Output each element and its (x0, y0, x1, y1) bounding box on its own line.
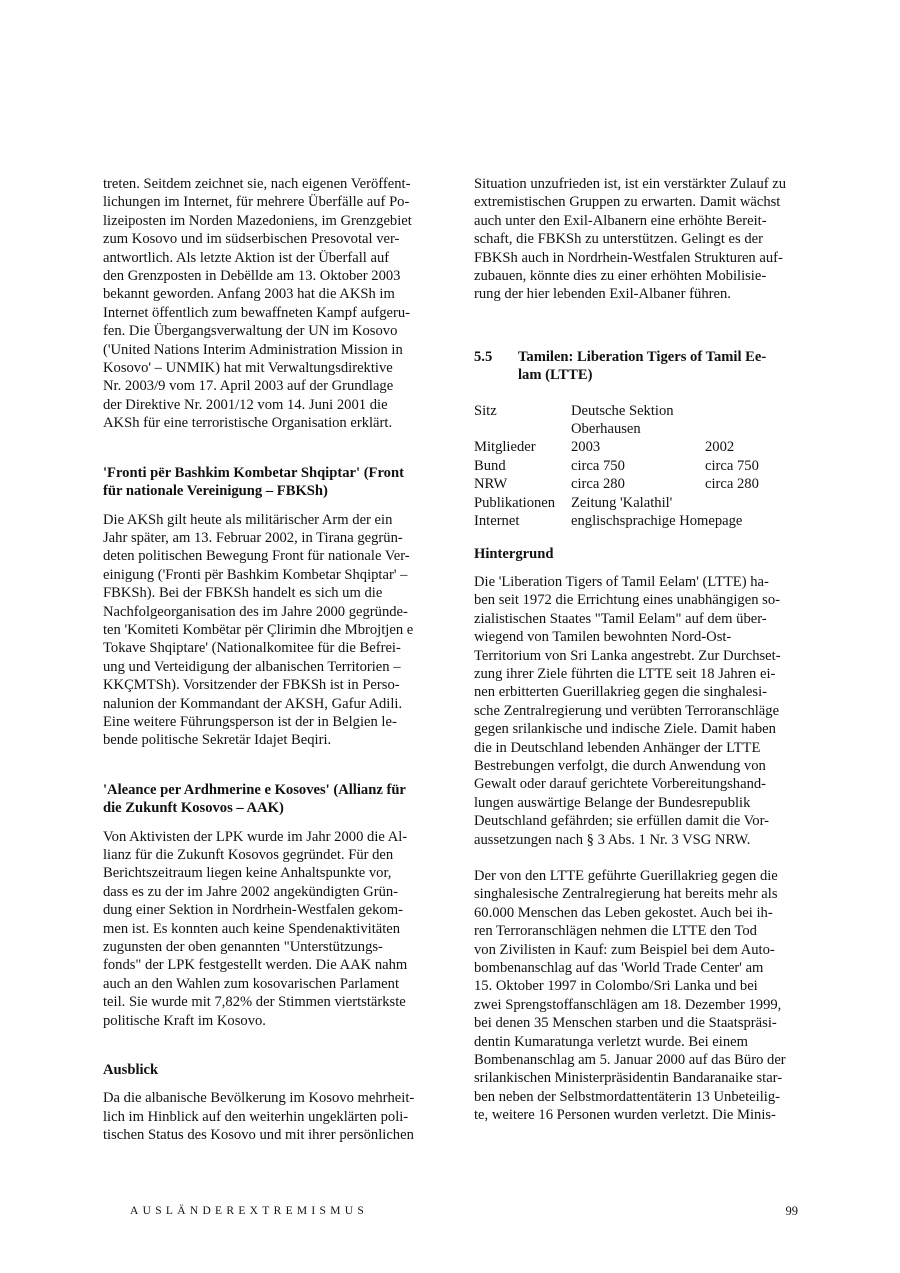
page-footer (130, 1202, 798, 1220)
heading-fbksh: 'Fronti për Bashkim Kombetar Shqiptar' (Front für nationale Vereinigung – FBKSh) (103, 464, 404, 500)
table-row: Bund circa 750 circa 750 (474, 457, 759, 474)
paragraph-hintergrund: Die 'Liberation Tigers of Tamil Eelam' (LTTE) ha- ben seit 1972 die Errichtung eines unabhängigen so- zialistischen Staates "Tamil Eelam" auf dem über- wiegend von Tamilen bewohnten Nord-Ost- Territorium von Sri Lanka angestrebt. Zur Durchset- zung ihrer Ziele führten die LTTE seit 18 Jahren ei- nen erbitterten Guerillakrieg gegen die singhalesi- sche Zentralregierung und verübten Terroranschläge gegen srilankische und indische Ziele. Damit haben die in Deutschland lebenden Anhänger der LTTE Bestrebungen verfolgt, die durch Anwendung von Gewalt oder darauf gerichtete Vorbereitungshand- lungen auswärtige Belange der Bundesrepublik Deutschland gefährden; sie erfüllen damit die Vor- aussetzungen nach § 3 Abs. 1 Nr. 3 VSG NRW. (474, 573, 781, 848)
paragraph-aak: Von Aktivisten der LPK wurde im Jahr 2000 die Al- lianz für die Zukunft Kosovos gegründet. Für den Berichtszeitraum liegen keine Anhaltspunkte vor, dass es zu der im Jahre 2002 angekündigten Grün- dung einer Sektion in Nordrhein-Westfalen gekom- men ist. Es konnten auch keine Spendenaktivitäten zugunsten der oben genannten "Unterstützungs- fonds" der LPK festgestellt werden. Die AAK nahm auch an den Wahlen zum kosovarischen Parlament teil. Sie wurde mit 7,82% der Stimmen viertstärkste politische Kraft im Kosovo. (103, 828, 408, 1029)
paragraph-ausblick: Da die albanische Bevölkerung im Kosovo mehrheit- lich im Hinblick auf den weiterhin ungeklärten poli- tischen Status des Kosovo und mit ihrer persönlichen (103, 1090, 415, 1144)
section-number: 5.5 (474, 348, 493, 365)
page-number: 99 (785, 1204, 798, 1218)
table-row: Oberhausen (571, 421, 641, 438)
table-row: Mitglieder 2003 2002 (474, 439, 735, 456)
paragraph-aksh-intro: treten. Seitdem zeichnet sie, nach eigenen Veröffent- lichungen im Internet, für mehrere Überfälle auf Po- lizeiposten im Norden Mazedoniens, im Grenzgebiet zum Kosovo und im südserbischen Presovotal ver- antwortlich. Als letzte Aktion ist der Überfall auf den Grenzposten in Debëllde am 13. Oktober 2003 bekannt geworden. Anfang 2003 hat die AKSh im Internet öffentlich zum bewaffneten Kampf aufgeru- fen. Die Übergangsverwaltung der UN im Kosovo ('United Nations Interim Administration Mission in Kosovo' – UNMIK) hat mit Verwaltungsdirektive Nr. 2003/9 vom 17. April 2003 auf der Grundlage der Direktive Nr. 2001/12 vom 14. Juni 2001 die AKSh für eine terroristische Organisation erklärt. (103, 176, 412, 432)
table-row: Sitz Deutsche Sektion (474, 402, 674, 419)
heading-hintergrund: Hintergrund (474, 545, 554, 562)
section-title: Tamilen: Liberation Tigers of Tamil Ee- lam (LTTE) (518, 348, 767, 384)
right-column (474, 175, 798, 1125)
heading-aak: 'Aleance per Ardhmerine e Kosoves' (Allianz für die Zukunft Kosovos – AAK) (103, 781, 406, 817)
left-column (103, 175, 425, 1145)
paragraph-fbksh: Die AKSh gilt heute als militärischer Arm der ein Jahr später, am 13. Februar 2002, in Tirana gegrün- deten politischen Bewegung Front für nationale Ver- einigung ('Fronti për Bashkim Kombetar Shqiptar' – FBKSh). Bei der FBKSh handelt es sich um die Nachfolgeorganisation des im Jahre 2000 gegründe- ten 'Komiteti Kombëtar për Çlirimin dhe Mbrojtjen e Tokave Shqiptare' (Nationalkomitee für die Befrei- ung und Verteidigung der albanischen Territorien – KKÇMTSh). Vorsitzender der FBKSh ist in Perso- nalunion der Kommandant der AKSH, Gafur Adili. Eine weitere Führungsperson ist der in Belgien le- bende politische Sekretär Idajet Beqiri. (103, 511, 414, 749)
section-heading-ltte (474, 348, 798, 385)
table-row: Internet englischsprachige Homepage (474, 513, 743, 530)
table-row: NRW circa 280 circa 280 (474, 476, 759, 493)
ltte-info-table (474, 402, 798, 531)
paragraph-albanian-outlook: Situation unzufrieden ist, ist ein verstärkter Zulauf zu extremistischen Gruppen zu erwarten. Damit wächst auch unter den Exil-Albanern eine erhöhte Bereit- schaft, die FBKSh zu unterstützen. Gelingt es der FBKSh auch in Nordrhein-Westfalen Strukturen auf- zubauen, könnte dies zu einer erhöhten Mobilisie- rung der hier lebenden Exil-Albaner führen. (474, 176, 787, 303)
heading-ausblick: Ausblick (103, 1062, 159, 1079)
table-row: Publikationen Zeitung 'Kalathil' (474, 494, 673, 511)
paragraph-guerillakrieg: Der von den LTTE geführte Guerillakrieg gegen die singhalesische Zentralregierung hat bereits mehr als 60.000 Menschen das Leben gekostet. Auch bei ih- ren Terroranschlägen nehmen die LTTE den Tod von Zivilisten in Kauf: zum Beispiel bei dem Auto- bombenanschlag auf das 'World Trade Center' am 15. Oktober 1997 in Colombo/Sri Lanka und bei zwei Sprengstoffanschlägen am 18. Dezember 1999, bei denen 35 Menschen starben und die Staatspräsi- dentin Kumaratunga verletzt wurde. Bei einem Bombenanschlag am 5. Januar 2000 auf das Büro der srilankischen Ministerpräsidentin Bandaranaike star- ben neben der Selbstmordattentäterin 13 Unbeteilig- te, weitere 16 Personen wurden verletzt. Die Minis- (474, 868, 786, 1124)
running-head: AUSLÄNDEREXTREMISMUS (130, 1205, 369, 1217)
